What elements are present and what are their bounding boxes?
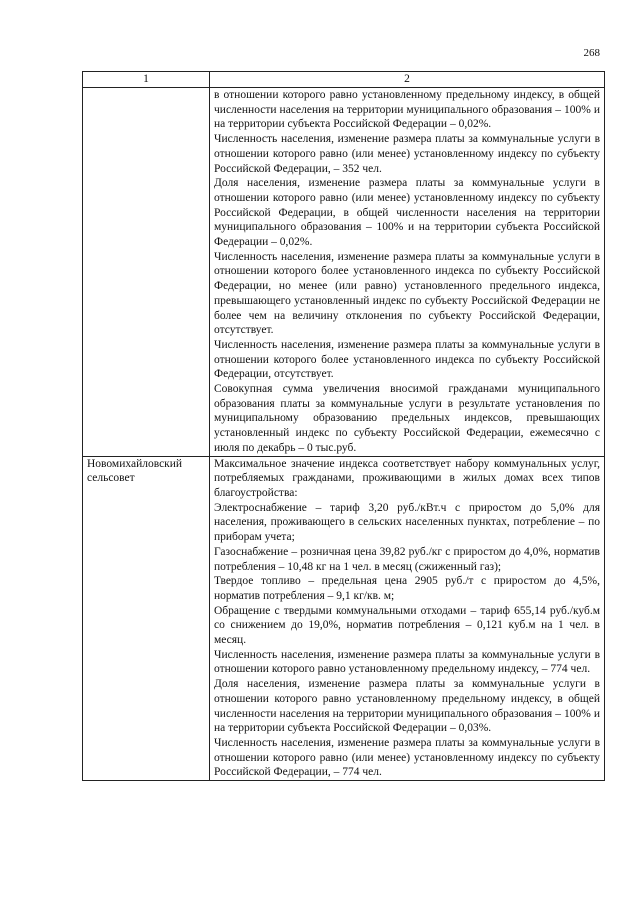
column-header-2: 2 <box>210 72 605 88</box>
table-row <box>83 88 605 457</box>
table-row <box>83 456 605 780</box>
page-number: 268 <box>583 47 600 59</box>
paragraph: Доля населения, изменение размера платы за коммунальные услуги в отношении которого равно (или менее) установленному индексу по субъекту Российской Федерации, в общей численности населения на территории муниципального образования – 100% и на территории субъекта Российской Федерации – 0,02%. <box>214 177 600 249</box>
row-content <box>210 88 605 457</box>
paragraph: в отношении которого равно установленному предельному индексу, в общей численности населения на территории муниципального образования – 100% и на территории субъекта Российской Федерации – 0,02%. <box>214 89 600 131</box>
municipality-name: Новомихайловский сельсовет <box>87 457 183 485</box>
paragraph: Численность населения, изменение размера платы за коммунальные услуги в отношении которого равно (или менее) установленному индексу по субъекту Российской Федерации, – 352 чел. <box>214 133 600 175</box>
paragraph: Совокупная сумма увеличения вносимой гражданами муниципального образования платы за коммунальные услуги в результате установления по муниципальному образованию предельных индексов, превышающих установленный индекс по субъекту Российской Федерации, ежемесячно с июля по декабрь – 0 тыс.руб. <box>214 383 600 454</box>
row-label <box>83 88 210 457</box>
document-table <box>82 71 605 781</box>
paragraph: Обращение с твердыми коммунальными отходами – тариф 655,14 руб./куб.м со снижением до 19,0%, норматив потребления – 0,121 куб.м на 1 чел. в месяц. <box>214 604 600 647</box>
column-header-1: 1 <box>83 72 210 88</box>
paragraph: Доля населения, изменение размера платы за коммунальные услуги в отношении которого равно установленному предельному индексу, в общей численности населения на территории муниципального образования – 100% и на территории субъекта Российской Федерации – 0,03%. <box>214 678 600 735</box>
paragraph: Численность населения, изменение размера платы за коммунальные услуги в отношении которого равно (или менее) установленному индексу по субъекту Российской Федерации, – 774 чел. <box>214 736 600 779</box>
paragraph: Максимальное значение индекса соответствует набору коммунальных услуг, потребляемых гражданами, проживающими в жилых домах всех типов благоустройства: <box>214 457 600 499</box>
paragraph: Твердое топливо – предельная цена 2905 руб./т с приростом до 4,5%, норматив потребления – 9,1 кг/кв. м; <box>214 575 600 602</box>
row-label <box>83 456 210 780</box>
table-header-row <box>83 72 605 88</box>
paragraph: Численность населения, изменение размера платы за коммунальные услуги в отношении которого более установленного индекса по субъекту Российской Федерации, но менее (или равно) установленного предельного индекса, превышающего установленный индекс по субъекту Российской Федерации не более чем на величину отклонения по субъекту Российской Федерации, отсутствует. <box>214 250 600 337</box>
paragraph: Численность населения, изменение размера платы за коммунальные услуги в отношении которого более установленного индекса по субъекту Российской Федерации, отсутствует. <box>214 338 600 381</box>
paragraph: Электроснабжение – тариф 3,20 руб./кВт.ч с приростом до 5,0% для населения, проживающего в сельских населенных пунктах, потребление – по приборам учета; <box>214 501 600 544</box>
paragraph: Газоснабжение – розничная цена 39,82 руб./кг с приростом до 4,0%, норматив потребления – 10,48 кг на 1 чел. в месяц (сжиженный газ); <box>214 545 600 573</box>
row-content <box>210 456 605 780</box>
paragraph: Численность населения, изменение размера платы за коммунальные услуги в отношении которого равно установленному предельному индексу, – 774 чел. <box>214 648 600 676</box>
